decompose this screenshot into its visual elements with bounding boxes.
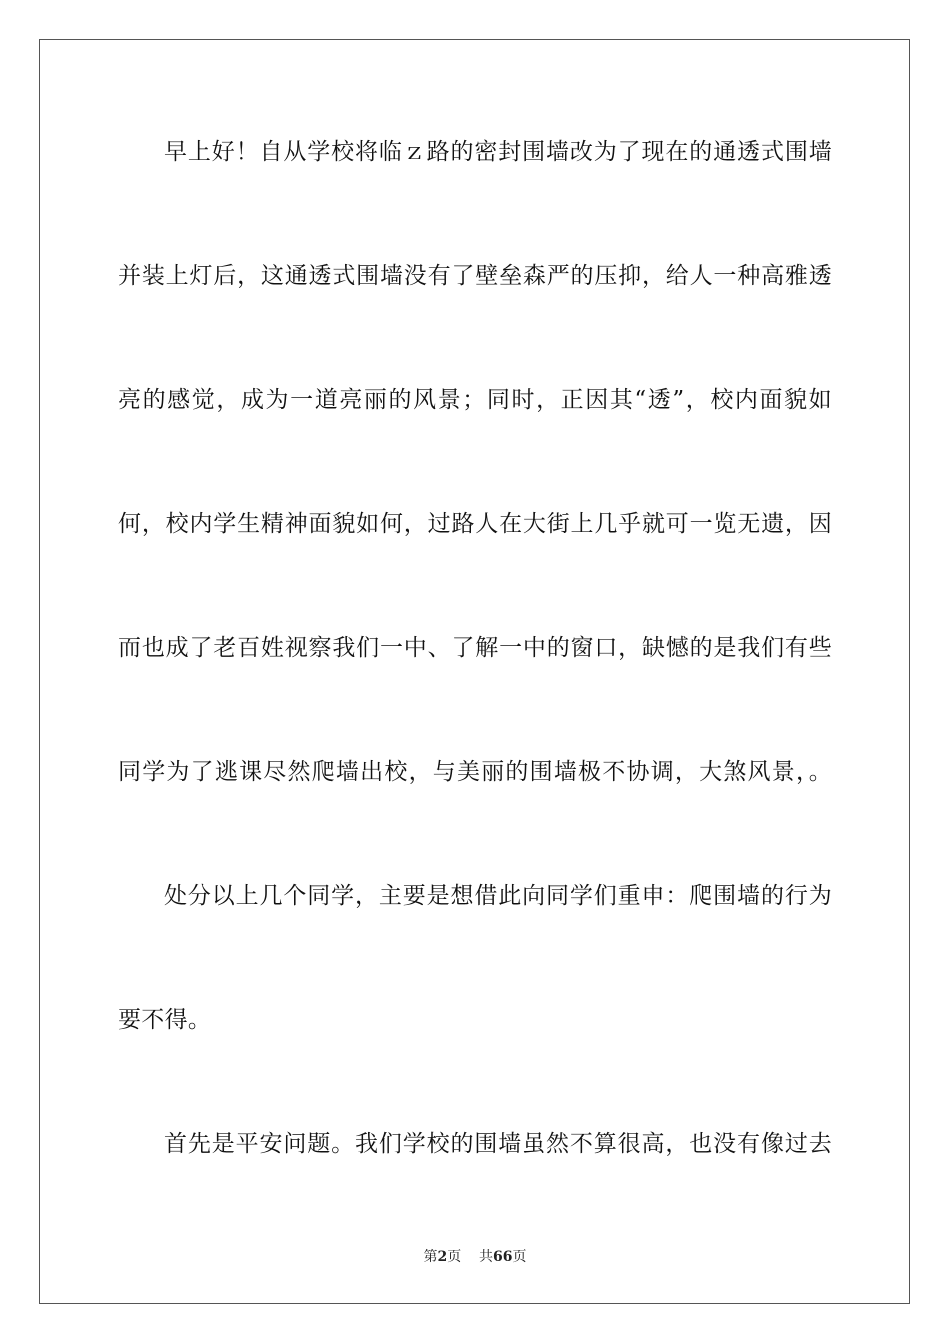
- page-footer: [0, 1246, 950, 1266]
- page-border: [39, 39, 910, 1304]
- paragraph-line: 早上好！自从学校将临ｚ路的密封围墙改为了现在的通透式围墙: [164, 139, 832, 165]
- paragraph-line: 而也成了老百姓视察我们一中、了解一中的窗口，缺憾的是我们有些: [118, 635, 832, 661]
- footer-total-suffix: 页: [512, 1249, 527, 1265]
- footer-page-suffix: 页: [447, 1249, 462, 1265]
- footer-total-prefix: 共: [479, 1249, 494, 1265]
- paragraph-line: 同学为了逃课尽然爬墙出校，与美丽的围墙极不协调，大煞风景，。: [118, 759, 832, 785]
- paragraph-line: 要不得。: [118, 1007, 212, 1033]
- paragraph-line: 处分以上几个同学，主要是想借此向同学们重申：爬围墙的行为: [164, 883, 832, 909]
- footer-page-number: 2: [437, 1249, 448, 1265]
- footer-total-pages: 66: [493, 1249, 513, 1265]
- paragraph-line: 何，校内学生精神面貌如何，过路人在大街上几乎就可一览无遗，因: [118, 511, 832, 537]
- paragraph-line: 首先是平安问题。我们学校的围墙虽然不算很高，也没有像过去: [164, 1131, 832, 1157]
- footer-page-prefix: 第: [423, 1249, 438, 1265]
- paragraph-line: 亮的感觉，成为一道亮丽的风景；同时，正因其“透”，校内面貌如: [118, 387, 832, 413]
- paragraph-line: 并装上灯后，这通透式围墙没有了壁垒森严的压抑，给人一种高雅透: [118, 263, 832, 289]
